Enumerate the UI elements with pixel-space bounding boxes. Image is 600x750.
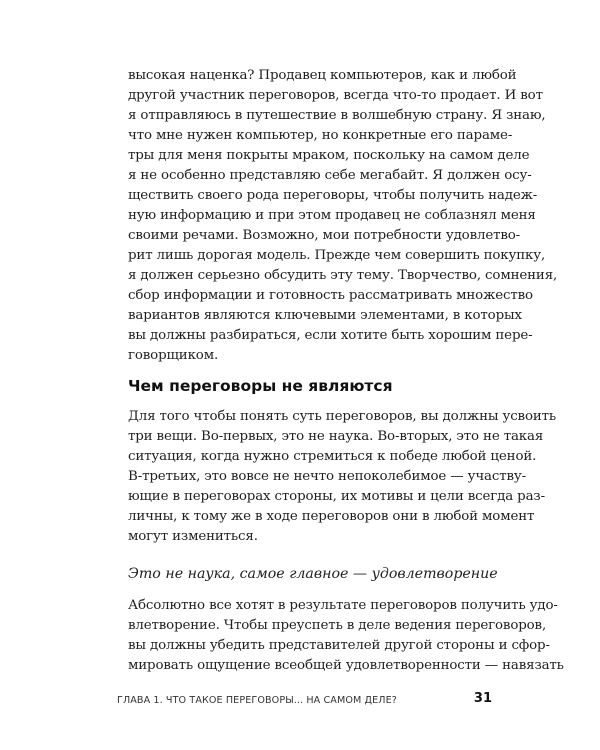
text-line: тры для меня покрыты мраком, поскольку на самом деле [128,148,530,163]
text-line: мировать ощущение всеобщей удовлетворенности — навязать [128,658,564,673]
page-number: 31 [473,691,492,706]
subsection-heading: Это не наука, самое главное — удовлетворение [128,566,498,582]
text-line: ществить своего рода переговоры, чтобы получить надеж- [128,188,538,203]
text-line: личны, к тому же в ходе переговоров они в любой момент [128,509,535,524]
text-line: рит лишь дорогая модель. Прежде чем совершить покупку, [128,248,546,263]
text-line: Для того чтобы понять суть переговоров, вы должны усвоить [128,409,557,424]
text-line: сбор информации и готовность рассматривать множество [128,288,533,303]
text-line: ситуация, когда нужно стремиться к победе любой ценой. [128,449,537,464]
text-line: могут измениться. [128,529,258,544]
text-line: другой участник переговоров, всегда что-то продает. И вот [128,88,543,103]
text-line: три вещи. Во-первых, это не наука. Во-вторых, это не такая [128,429,544,444]
text-line: влетворение. Чтобы преуспеть в деле ведения переговоров, [128,618,547,633]
text-line: что мне нужен компьютер, но конкретные его парамe- [128,128,513,143]
text-line: вариантов являются ключевыми элементами, в которых [128,308,522,323]
text-line: вы должны разбираться, если хотите быть хорошим пере- [128,328,533,343]
running-footer: ГЛАВА 1. ЧТО ТАКОЕ ПЕРЕГОВОРЫ... НА САМОМ ДЕЛЕ? [117,695,397,706]
text-line: высокая наценка? Продавец компьютеров, как и любой [128,68,517,83]
text-line: своими речами. Возможно, мои потребности удовлетво- [128,228,521,243]
text-line: В-третьих, это вовсе не нечто непоколебимое — участву- [128,469,526,484]
section-heading: Чем переговоры не являются [128,377,393,395]
text-line: я отправляюсь в путешествие в волшебную страну. Я знаю, [128,108,546,123]
text-line: я не особенно представляю себе мегабайт. Я должен осу- [128,168,532,183]
text-line: я должен серьезно обсудить эту тему. Творчество, сомнения, [128,268,558,283]
text-line: вы должны убедить представителей другой стороны и сфор- [128,638,550,653]
text-line: ную информацию и при этом продавец не соблазнял меня [128,208,536,223]
text-line: ющие в переговорах стороны, их мотивы и цели всегда раз- [128,489,545,504]
text-line: Абсолютно все хотят в результате переговоров получить удо- [128,598,558,613]
text-line: говорщиком. [128,348,219,363]
